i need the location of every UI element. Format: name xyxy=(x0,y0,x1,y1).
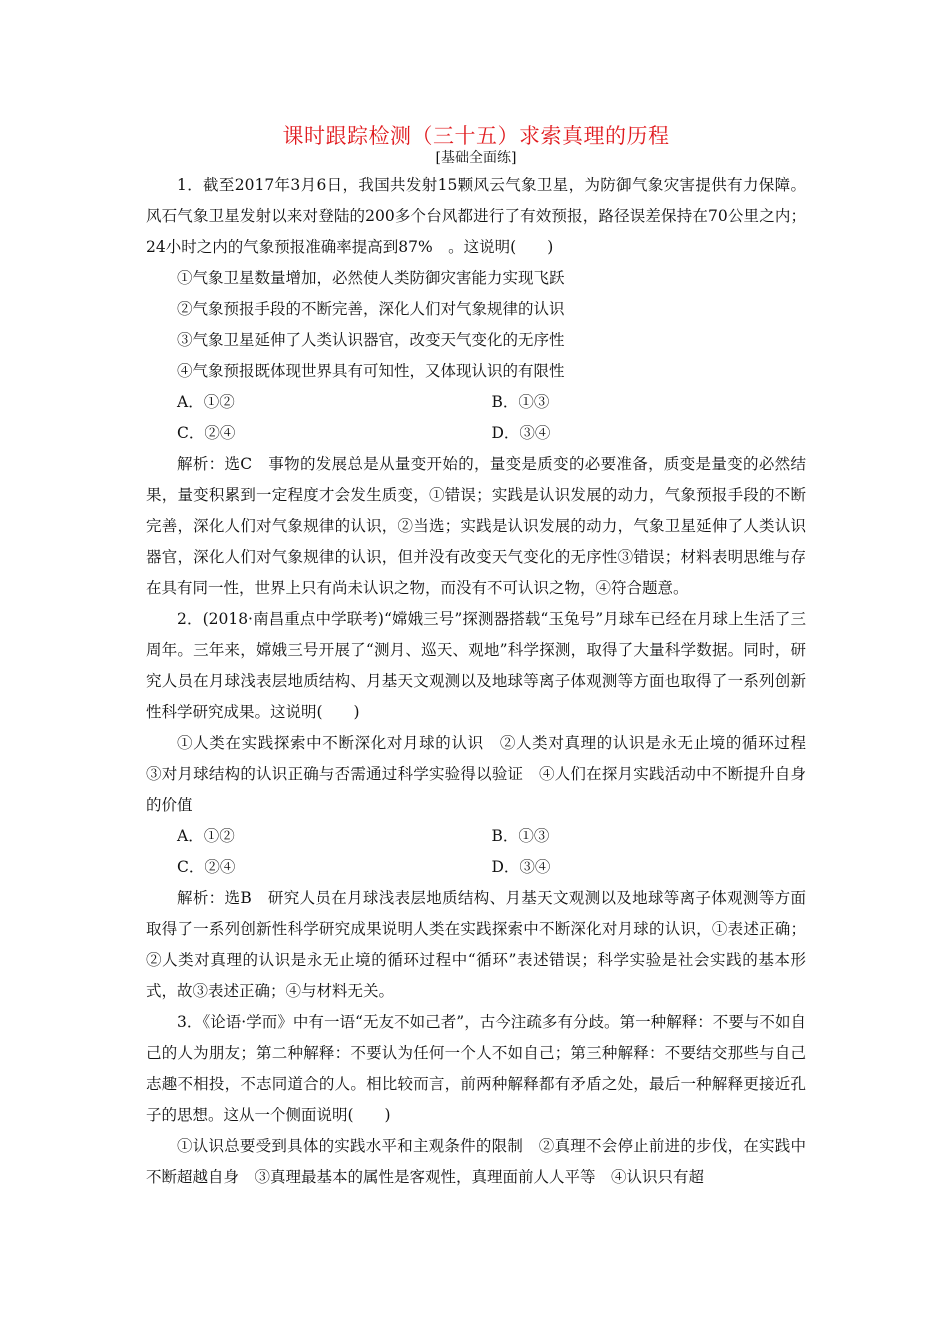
question-2-analysis: 解析：选B 研究人员在月球浅表层地质结构、月基天文观测以及地球等离子体观测等方面取得了一系列创新性科学研究成果说明人类在实践探索中不断深化对月球的认识，①表述正确；②人类对真理的认识是永无止境的循环过程中“循环”表述错误；科学实验是社会实践的基本形式，故③表述正确；④与材料无关。 xyxy=(146,889,806,1000)
question-2-choices-row xyxy=(146,852,806,883)
choice-c: C．②④ xyxy=(177,424,236,442)
question-2-options: ①人类在实践探索中不断深化对月球的认识 ②人类对真理的认识是永无止境的循环过程 ③对月球结构的认识正确与否需通过科学实验得以验证 ④人们在探月实践活动中不断提升自身的价值 xyxy=(146,734,822,814)
choice-a: A．①② xyxy=(177,827,235,845)
question-1-option: ①气象卫星数量增加，必然使人类防御灾害能力实现飞跃 xyxy=(177,269,565,287)
question-1-choices-row xyxy=(146,387,806,418)
question-1-analysis: 解析：选C 事物的发展总是从量变开始的，量变是质变的必要准备，质变是量变的必然结果，量变积累到一定程度才会发生质变，①错误；实践是认识发展的动力，气象预报手段的不断完善，深化人们对气象规律的认识，②当选；实践是认识发展的动力，气象卫星延伸了人类认识器官，深化人们对气象规律的认识，但并没有改变天气变化的无序性③错误；材料表明思维与存在具有同一性，世界上只有尚未认识之物，而没有不可认识之物，④符合题意。 xyxy=(146,455,806,597)
question-1-option: ④气象预报既体现世界具有可知性，又体现认识的有限性 xyxy=(177,362,565,380)
question-1-option: ②气象预报手段的不断完善，深化人们对气象规律的认识 xyxy=(177,300,565,318)
choice-d: D．③④ xyxy=(491,424,551,442)
section-subtitle: [基础全面练] xyxy=(435,150,517,166)
question-3-stem: 3．《论语·学而》中有一语“无友不如己者”，古今注疏多有分歧。第一种解释：不要与不如自己的人为朋友；第二种解释：不要认为任何一个人不如自己；第三种解释：不要结交那些与自己志趣不相投，不志同道合的人。相比较而言，前两种解释都有矛盾之处，最后一种解释更接近孔子的思想。这从一个侧面说明( ) xyxy=(146,1013,806,1124)
question-1-option: ③气象卫星延伸了人类认识器官，改变天气变化的无序性 xyxy=(177,331,565,349)
document-page xyxy=(146,122,822,1193)
choice-d: D．③④ xyxy=(491,858,551,876)
choice-b: B．①③ xyxy=(491,827,550,845)
page-title: 课时跟踪检测（三十五）求索真理的历程 xyxy=(282,124,670,148)
choice-b: B．①③ xyxy=(491,393,550,411)
question-2-choices-row xyxy=(146,821,806,852)
question-1-choices-row xyxy=(146,418,806,449)
choice-c: C．②④ xyxy=(177,858,236,876)
question-3-options: ①认识总要受到具体的实践水平和主观条件的限制 ②真理不会停止前进的步伐，在实践中不断超越自身 ③真理最基本的属性是客观性，真理面前人人平等 ④认识只有超 xyxy=(146,1137,806,1186)
question-1-stem: 1．截至2017年3月6日，我国共发射15颗风云气象卫星，为防御气象灾害提供有力保障。风石气象卫星发射以来对登陆的200多个台风都进行了有效预报，路径误差保持在70公里之内；24小时之内的气象预报准确率提高到87% 。这说明( ) xyxy=(146,176,806,256)
choice-a: A．①② xyxy=(177,393,235,411)
question-2-stem: 2．(2018·南昌重点中学联考)“嫦娥三号”探测器搭载“玉兔号”月球车已经在月球上生活了三周年。三年来，嫦娥三号开展了“测月、巡天、观地”科学探测，取得了大量科学数据。同时，研究人员在月球浅表层地质结构、月基天文观测以及地球等离子体观测等方面也取得了一系列创新性科学研究成果。这说明( ) xyxy=(146,610,806,721)
